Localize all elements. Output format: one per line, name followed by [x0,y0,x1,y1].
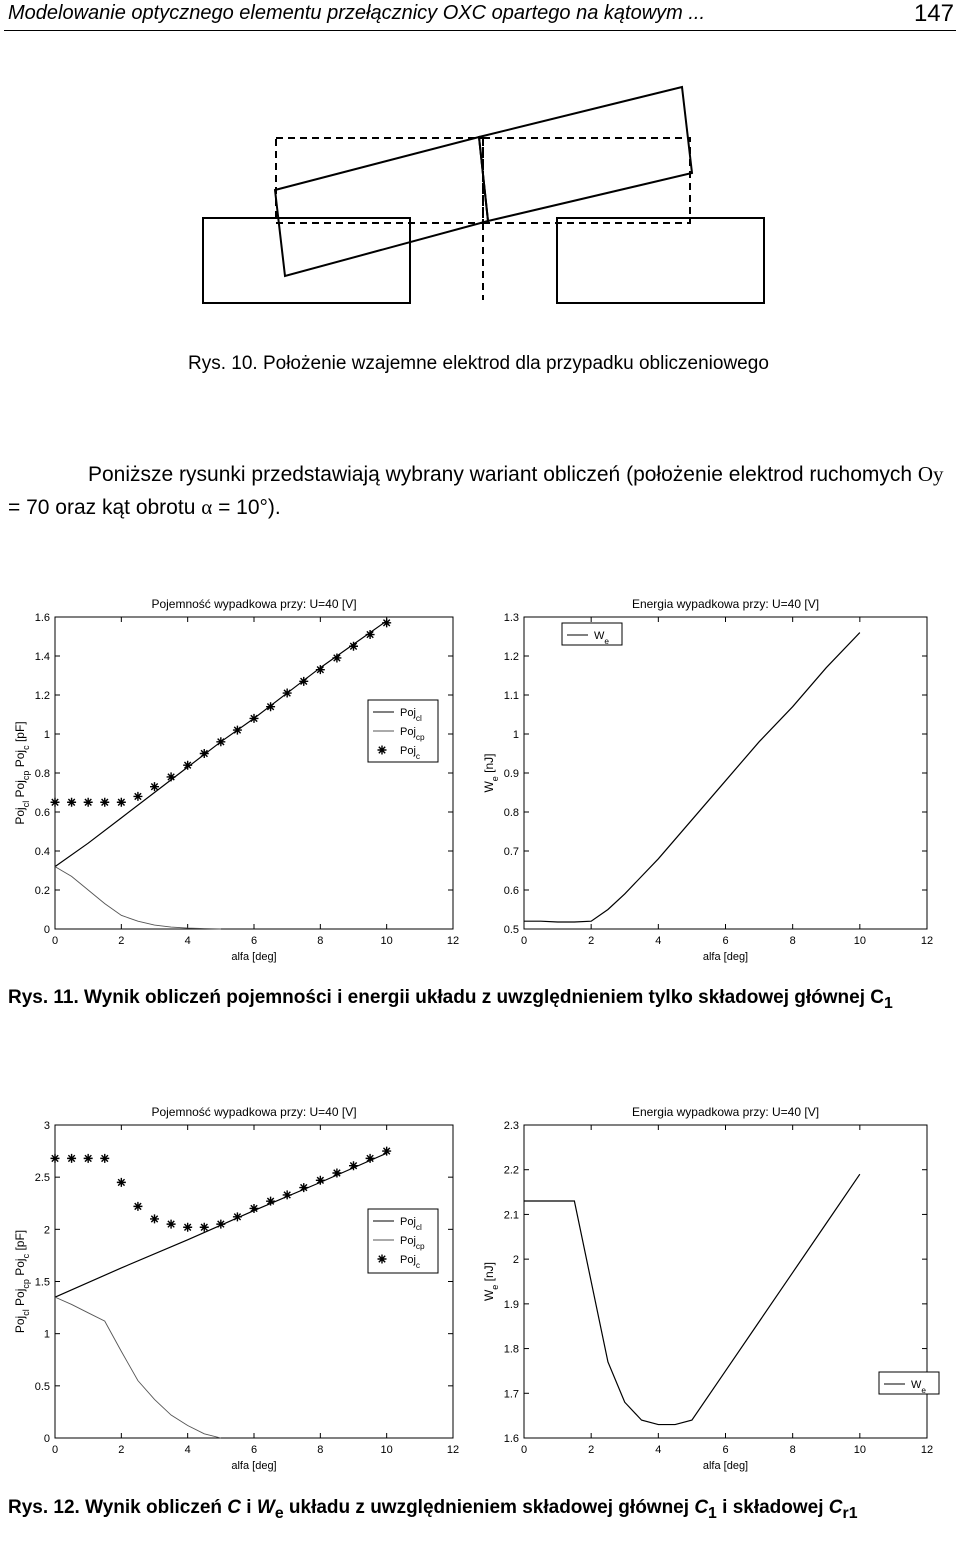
x-tick-label: 8 [789,935,796,947]
figure-12-cr-sub: r1 [842,1504,858,1522]
y-tick-label: 1.7 [503,1388,519,1401]
data-point [167,772,176,781]
y-tick-label: 2 [512,1254,519,1267]
symbol-oy: Oy [917,462,944,486]
figure-12-caption [8,1496,958,1526]
figure-12-cr: C [828,1497,843,1518]
header-rule [4,30,956,31]
y-tick-label: 0.7 [503,846,519,858]
figure-12-w-sub: e [274,1504,284,1522]
running-title: Modelowanie optycznego elementu przełącznicy OXC opartego na kątowym ... [8,2,706,24]
legend-label: Poj$_c$ [400,745,421,761]
y-axis-label: $W_e$ [nJ] [482,1261,500,1302]
data-point [366,630,375,639]
y-tick-label: 1.3 [503,612,519,624]
x-tick-label: 8 [789,1444,796,1456]
data-point [117,1178,126,1187]
plot-frame [524,1125,927,1438]
x-tick-label: 0 [520,935,528,947]
data-point [283,689,292,698]
y-axis-label: $W_e$ [nJ] [482,753,500,793]
legend-box [562,623,622,645]
x-tick-label: 0 [51,1444,59,1456]
x-tick-label: 2 [118,935,125,947]
data-point [100,798,109,807]
figure-11-sub: 1 [883,994,893,1012]
figure-11-caption [8,986,958,1016]
x-tick-label: 4 [184,1444,191,1456]
chart-title: Pojemność wypadkowa przy: U=40 [V] [151,1105,357,1119]
series-poj-cp [55,867,221,929]
y-tick-label: 1.1 [503,690,519,702]
body-paragraph [8,458,958,524]
x-axis-label: alfa [deg] [702,1460,749,1472]
data-point [133,1202,142,1211]
x-tick-label: 12 [446,1444,460,1456]
legend-label: Poj$_{cp}$ [400,1235,425,1251]
y-tick-label: 1 [43,1328,50,1341]
fixed-electrode-right [557,218,764,303]
data-point [382,1147,391,1156]
figure-12-text-3: układu z uwzględnieniem składowej głównej [283,1497,695,1518]
x-tick-label: 8 [317,935,324,947]
data-point [349,642,358,651]
x-axis-label: alfa [deg] [231,1460,277,1472]
data-point [150,782,159,791]
y-tick-label: 1.5 [34,1276,50,1289]
y-tick-label: 0.6 [34,807,50,819]
y-tick-label: 0.8 [503,807,519,819]
legend-box [879,1372,939,1394]
energy-chart-1 [480,590,960,975]
y-axis-label: Poj$_{cl}$ Poj$_{cp}$ Poj$_c$ [pF] [13,1229,31,1334]
x-tick-label: 6 [722,935,729,947]
chart-title: Energia wypadkowa przy: U=40 [V] [631,597,820,611]
y-tick-label: 0 [43,1433,50,1445]
energy-chart-2 [480,1098,960,1483]
figure-12-label: Rys. 12. [8,1497,80,1518]
legend [879,1372,939,1395]
x-tick-label: 8 [317,1444,324,1456]
series-poj-c [51,618,392,806]
symbol-alpha: α [201,495,213,519]
figure-10-caption: Rys. 10. Położenie wzajemne elektrod dla przypadku obliczeniowego [188,353,769,374]
series-w-e [524,633,860,922]
figure-11-label: Rys. 11. [8,987,79,1008]
x-tick-label: 6 [250,1444,258,1456]
x-tick-label: 10 [853,935,866,947]
y-tick-label: 0.5 [503,924,519,936]
y-tick-label: 0.6 [503,885,519,897]
chart-title: Pojemność wypadkowa przy: U=40 [V] [151,597,357,611]
data-point [150,1214,159,1223]
data-point [84,1154,93,1163]
data-point [183,761,192,770]
plot-frame [55,617,453,929]
legend-label: Poj$_c$ [400,1254,421,1270]
data-point [51,1154,60,1163]
y-tick-label: 1 [43,729,50,741]
figure-12-c: C [227,1497,242,1518]
data-point [382,618,391,627]
x-axis-label: alfa [deg] [231,951,277,963]
x-tick-label: 0 [51,935,59,947]
series-poj-c [51,1147,392,1232]
x-tick-label: 2 [118,1444,125,1456]
figure-12-text-2: i [241,1497,257,1518]
data-point [250,714,259,723]
series-w-e [524,1174,860,1424]
legend [368,700,438,762]
data-point [51,798,60,807]
data-point [216,737,225,746]
y-axis-label: Poj$_{cl}$ Poj$_{cp}$ Poj$_c$ [pF] [13,721,31,825]
plot-frame [524,617,927,929]
y-tick-label: 2.3 [503,1120,519,1132]
data-point [200,1223,209,1232]
series-line [524,633,860,922]
x-tick-label: 0 [520,1444,528,1456]
data-point [183,1223,192,1232]
y-tick-label: 1 [512,729,519,741]
fixed-electrode-left [203,218,410,303]
data-point [233,726,242,735]
x-tick-label: 2 [588,935,595,947]
data-point [283,1190,292,1199]
y-tick-label: 2.1 [503,1209,519,1222]
figure-11-text: Wynik obliczeń pojemności i energii układu z uwzględnieniem tylko składowej głównej C [78,987,884,1008]
data-point [366,1154,375,1163]
data-point [332,653,341,662]
data-point [84,798,93,807]
y-tick-label: 1.9 [503,1298,519,1311]
legend [562,623,622,646]
legend-marker [378,746,387,755]
y-tick-label: 2.2 [503,1164,519,1177]
legend-label: Poj$_{cl}$ [400,707,422,723]
data-point [316,665,325,674]
y-tick-label: 0.8 [34,768,50,780]
x-tick-label: 2 [588,1444,595,1456]
data-point [250,1204,259,1213]
y-tick-label: 2 [43,1224,50,1237]
data-point [349,1161,358,1170]
x-tick-label: 10 [380,1444,393,1456]
y-tick-label: 1.4 [34,651,50,663]
figure-12-c1: C [694,1497,709,1518]
data-point [133,792,142,801]
x-tick-label: 4 [655,935,662,947]
data-point [266,702,275,711]
legend-label: $W_e$ [594,630,609,646]
legend-label: Poj$_{cp}$ [400,726,425,742]
data-point [216,1220,225,1229]
series-line [524,1174,860,1424]
legend [368,1209,438,1273]
legend-label: $W_e$ [911,1379,926,1395]
legend-marker [378,1255,387,1264]
figure-12-w: W [256,1497,275,1518]
para-text-1: Poniższe rysunki przedstawiają wybrany wariant obliczeń (położenie elektrod ruchomych [88,463,918,486]
y-tick-label: 1.2 [34,690,50,702]
figure-12-text-4: i składowej [716,1497,829,1518]
y-tick-label: 0.9 [503,768,519,780]
y-tick-label: 0.4 [34,846,50,858]
x-tick-label: 10 [853,1444,866,1456]
page-number: 147 [913,0,954,27]
y-tick-label: 3 [43,1120,50,1132]
legend-label: Poj$_{cl}$ [400,1216,422,1232]
y-tick-label: 0 [43,924,50,936]
y-tick-label: 1.6 [503,1433,519,1445]
x-tick-label: 4 [655,1444,662,1456]
series-poj-cp [55,1297,221,1438]
y-tick-label: 0.5 [34,1380,50,1393]
data-point [316,1176,325,1185]
capacitance-chart-1 [0,590,480,975]
y-tick-label: 1.8 [503,1343,519,1356]
x-tick-label: 12 [920,1444,934,1456]
x-tick-label: 6 [250,935,258,947]
x-tick-label: 4 [184,935,191,947]
data-point [67,798,76,807]
data-point [233,1212,242,1221]
x-tick-label: 12 [920,935,934,947]
data-point [299,1183,308,1192]
data-point [167,1220,176,1229]
series-line [55,867,221,929]
x-tick-label: 6 [722,1444,729,1456]
data-point [332,1168,341,1177]
reference-electrode-left [276,138,483,223]
x-axis-label: alfa [deg] [702,951,749,963]
x-tick-label: 12 [446,935,460,947]
y-tick-label: 2.5 [34,1172,50,1185]
para-text-3: = 10°). [212,496,281,519]
x-tick-label: 10 [380,935,393,947]
y-tick-label: 0.2 [34,885,50,897]
moving-electrode-right [479,87,692,221]
data-point [100,1154,109,1163]
figure-12-c1-sub: 1 [708,1504,717,1522]
moving-electrode-left [275,137,488,276]
data-point [200,749,209,758]
electrode-diagram [195,80,775,305]
capacitance-chart-2 [0,1098,480,1483]
para-text-2: = 70 oraz kąt obrotu [8,496,202,519]
y-tick-label: 1.2 [503,651,519,663]
figure-12-text-1: Wynik obliczeń [79,1497,228,1518]
series-line [55,1297,221,1438]
running-header [0,0,960,32]
plot-frame [55,1125,453,1438]
data-point [299,677,308,686]
data-point [67,1154,76,1163]
chart-title: Energia wypadkowa przy: U=40 [V] [631,1105,820,1119]
data-point [266,1197,275,1206]
data-point [117,798,126,807]
y-tick-label: 1.6 [34,612,50,624]
